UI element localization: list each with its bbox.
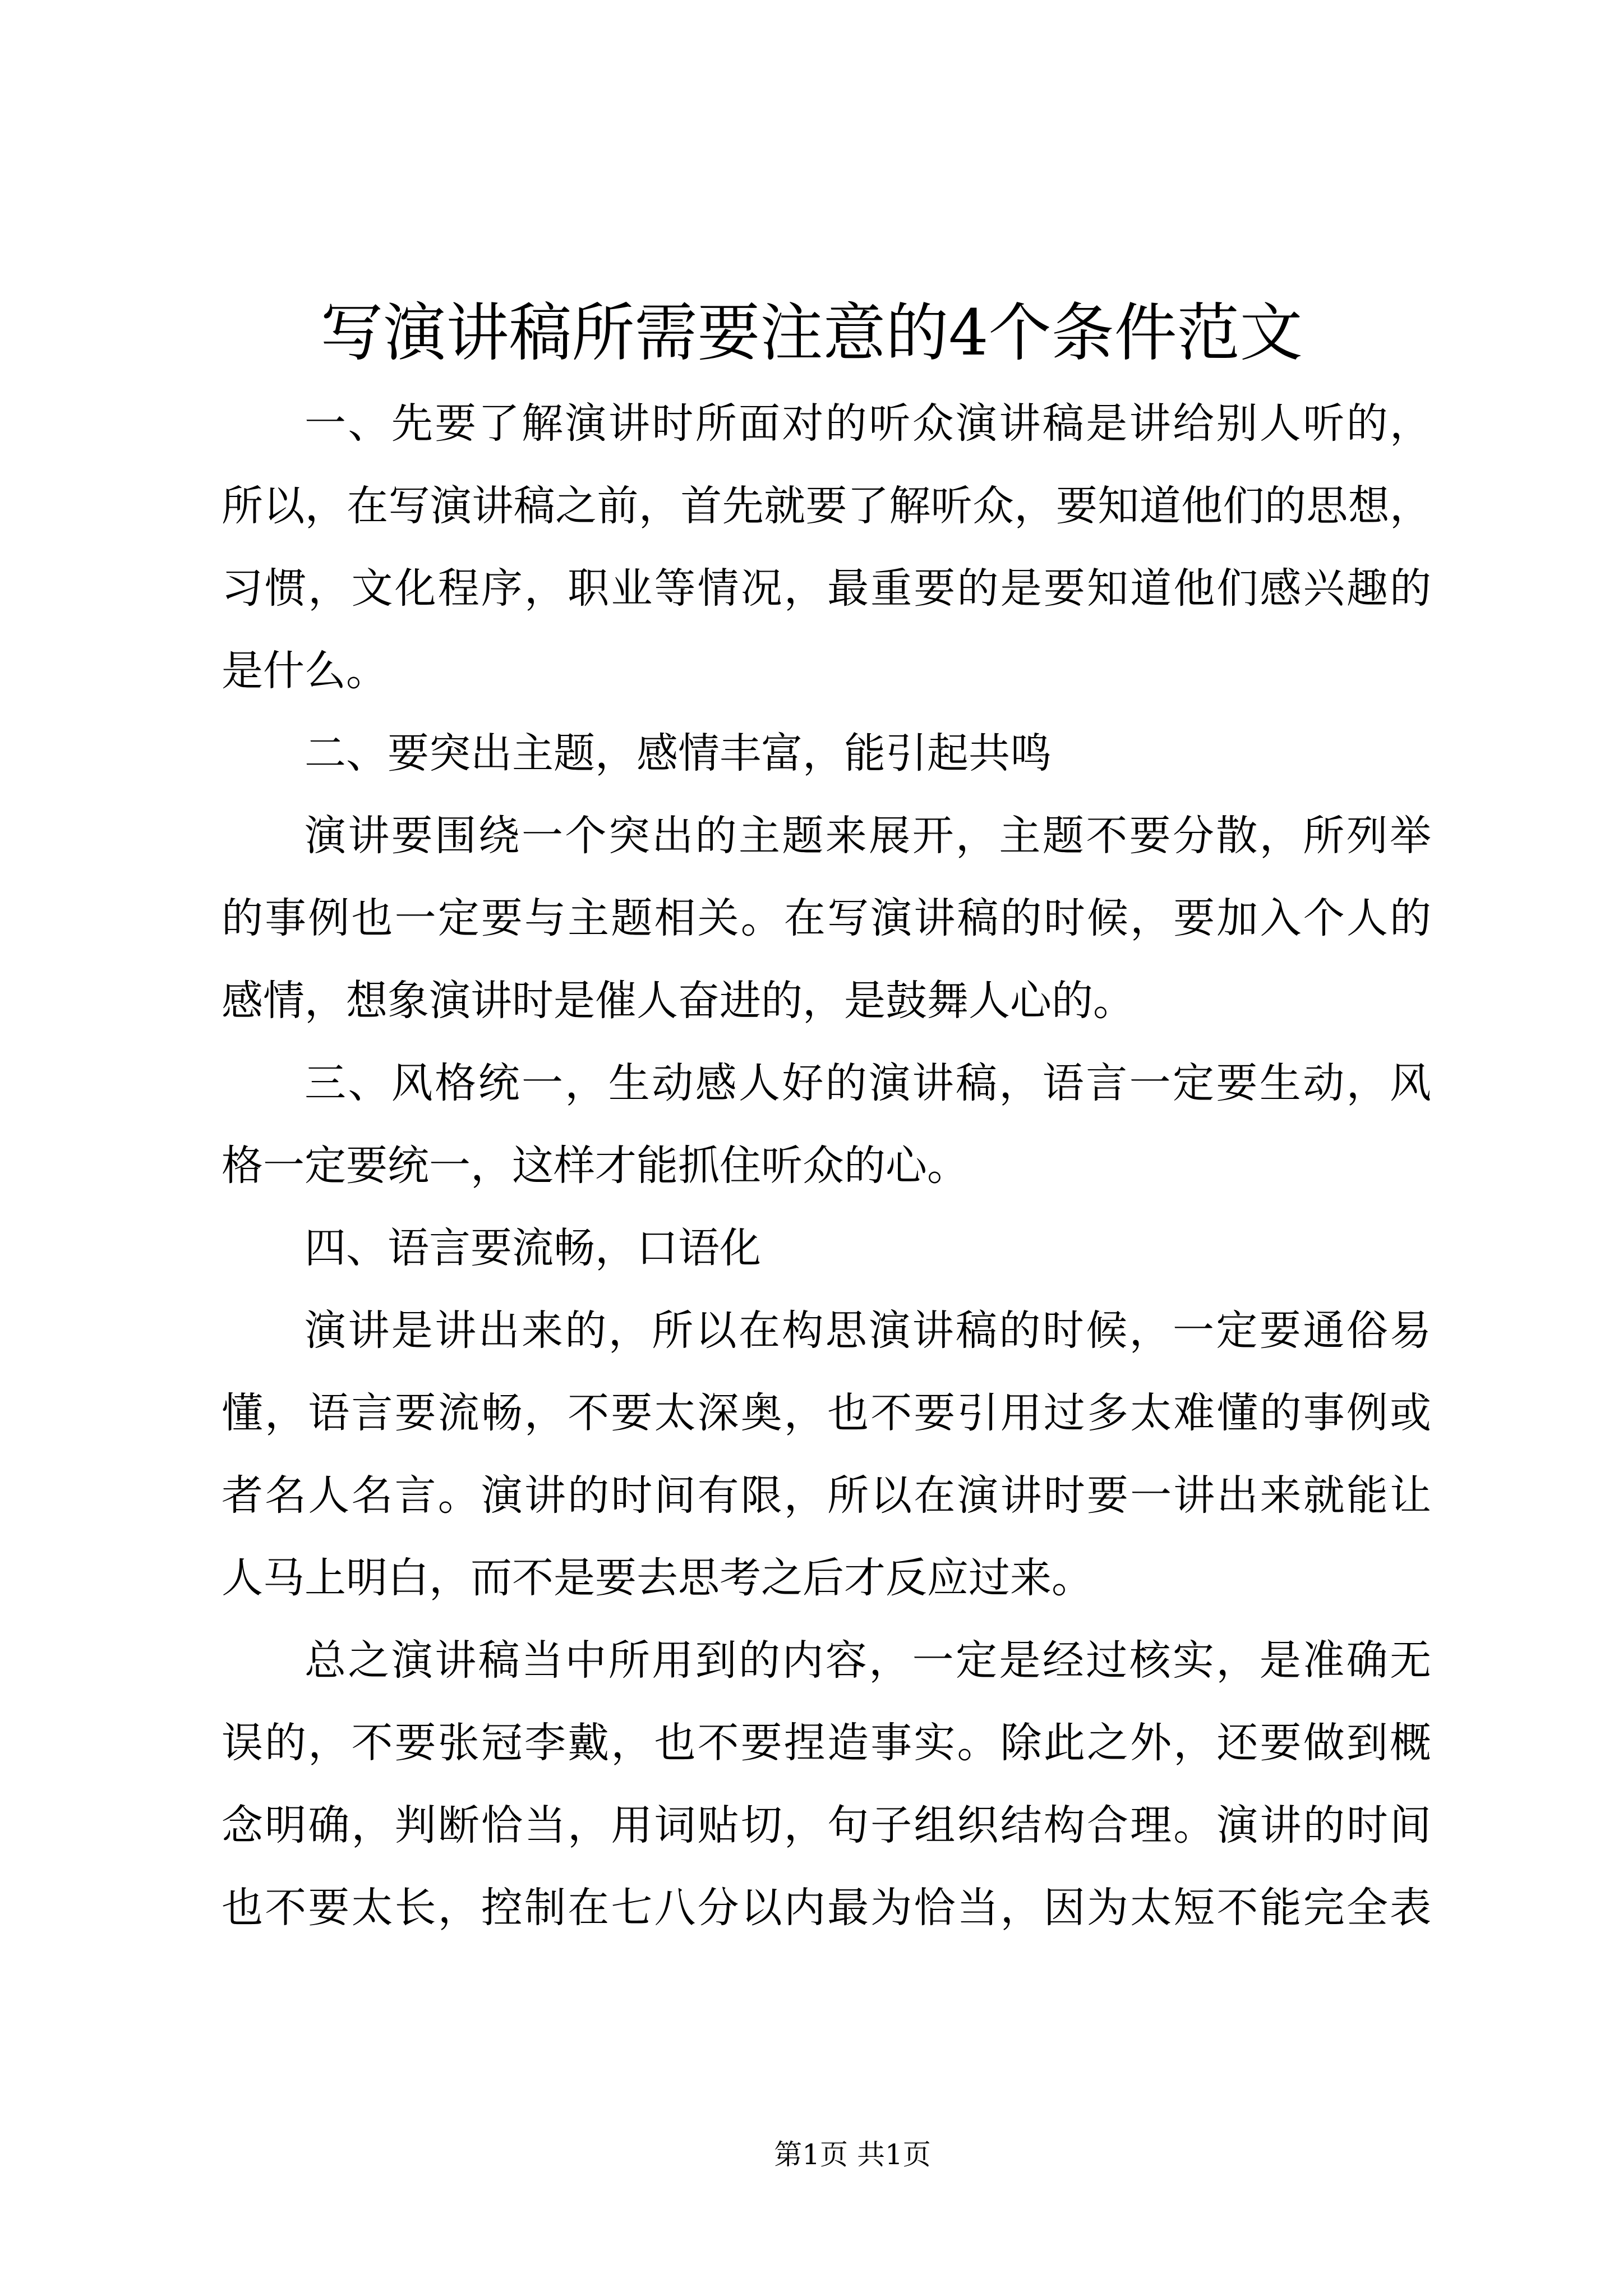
text-line: 念明确，判断恰当，用词贴切，句子组织结构合理。演讲的时间 xyxy=(222,1801,1431,1849)
text-line: 也不要太长，控制在七八分以内最为恰当，因为太短不能完全表 xyxy=(222,1884,1431,1932)
page-number-footer: 第1页 共1页 xyxy=(774,2138,931,2171)
text-line: 一、先要了解演讲时所面对的听众演讲稿是讲给别人听的， xyxy=(305,399,1431,448)
text-line: 总之演讲稿当中所用到的内容，一定是经过核实，是准确无 xyxy=(305,1636,1431,1685)
paragraph xyxy=(222,1042,1431,1207)
text-line: 三、风格统一，生动感人好的演讲稿，语言一定要生动，风 xyxy=(305,1059,1431,1107)
paragraph xyxy=(222,1290,1431,1619)
text-line: 者名人名言。演讲的时间有限，所以在演讲时要一讲出来就能让 xyxy=(222,1471,1431,1520)
document-title: 写演讲稿所需要注意的4个条件范文 xyxy=(320,297,1303,370)
text-line: 演讲是讲出来的，所以在构思演讲稿的时候，一定要通俗易 xyxy=(305,1306,1431,1355)
paragraph xyxy=(222,1619,1431,1949)
section-heading xyxy=(222,712,1431,795)
text-line: 二、要突出主题，感情丰富，能引起共鸣 xyxy=(305,729,1052,777)
text-line: 习惯，文化程序，职业等情况，最重要的是要知道他们感兴趣的 xyxy=(222,564,1431,613)
text-line: 人马上明白，而不是要去思考之后才反应过来。 xyxy=(222,1554,1093,1602)
text-line: 感情，想象演讲时是催人奋进的，是鼓舞人心的。 xyxy=(222,977,1135,1025)
text-line: 是什么。 xyxy=(222,647,388,695)
document-body xyxy=(222,383,1431,1949)
text-line: 懂，语言要流畅，不要太深奥，也不要引用过多太难懂的事例或 xyxy=(222,1389,1431,1437)
text-line: 的事例也一定要与主题相关。在写演讲稿的时候，要加入个人的 xyxy=(222,894,1431,942)
text-line: 演讲要围绕一个突出的主题来展开，主题不要分散，所列举 xyxy=(305,812,1431,860)
text-line: 误的，不要张冠李戴，也不要捏造事实。除此之外，还要做到概 xyxy=(222,1719,1431,1767)
paragraph xyxy=(222,795,1431,1042)
section-heading xyxy=(222,1207,1431,1290)
text-line: 四、语言要流畅，口语化 xyxy=(305,1224,761,1272)
text-line: 所以，在写演讲稿之前，首先就要了解听众，要知道他们的思想， xyxy=(222,482,1431,530)
text-line: 格一定要统一，这样才能抓住听众的心。 xyxy=(222,1142,969,1190)
paragraph xyxy=(222,383,1431,712)
